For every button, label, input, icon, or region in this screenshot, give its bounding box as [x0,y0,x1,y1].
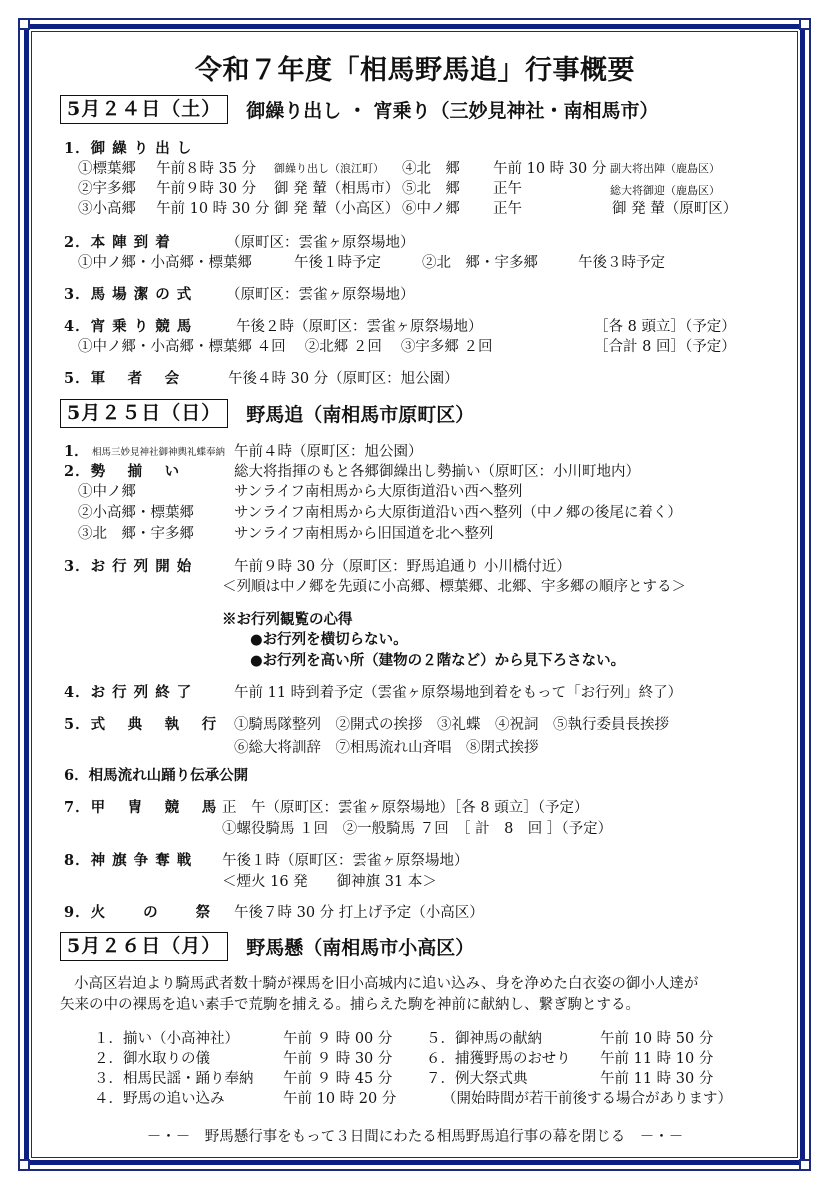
day3-item-time: 午前 11 時 10 分 [600,1051,714,1067]
day2-s2-r1-group: ①中ノ郷 [78,484,136,500]
day1-s1-row1-event: 御繰り出し（浪江町） [274,162,384,175]
day2-header [60,400,474,427]
day1-s1-row3-event2: 御 発 輦（原町区） [612,201,738,217]
day3-date: 5月２６日（月） [60,932,228,961]
day2-s1-num: 1． [64,443,89,460]
day3-item-time: 午前 11 時 30 分 [600,1071,714,1087]
day1-s1-row3-group2: ⑥中ノ郷 [402,201,460,217]
day1-s1-row2-time: 午前９時 30 分 [156,181,257,197]
day2-s2-r3-desc: サンライフ南相馬から旧国道を北へ整列 [234,526,494,542]
day3-item-name: ３．相馬民謡・踊り奉納 [94,1071,254,1087]
day3-item-name: ７．例大祭式典 [426,1071,528,1087]
day3-item-name: ６．捕獲野馬のおせり [426,1051,571,1067]
day1-s4-label: 4．宵 乗 り 競 馬 [64,318,193,335]
day1-s1-row2-event: 御 発 輦（相馬市） [274,181,400,197]
day2-s3-info: 午前９時 30 分（原町区：野馬追通り 小川橋付近） [234,559,571,575]
day1-s1-row1-group: ①標葉郷 [78,161,136,177]
day3-item-time: 午前 ９ 時 30 分 [283,1051,393,1067]
day2-s9-info: 午後７時 30 分 打上げ予定（小高区） [234,905,484,921]
day1-s5-info: 午後４時 30 分（原町区：旭公園） [228,371,459,387]
day3-item-name: ５．御神馬の献納 [426,1031,542,1047]
day1-s1-row3-time2: 正午 [493,201,522,217]
day1-s1-row3-group: ③小高郷 [78,201,136,217]
day2-notice-2: ●お行列を高い所（建物の２階など）から見下ろさない。 [250,652,626,669]
day2-s2-r2-group: ②小高郷・標葉郷 [78,505,194,521]
day3-para-line1: 小高区岩迫より騎馬武者数十騎が裸馬を旧小高城内に追い込み、身を浄めた白衣姿の御小人達が [74,976,699,992]
day2-s5-line1: ①騎馬隊整列 ②開式の挨拶 ③礼蝶 ④祝詞 ⑤執行委員長挨拶 [234,717,669,733]
day1-s4-info: 午後２時（原町区：雲雀ヶ原祭場地） [236,319,483,335]
day1-s1-row2-group2: ⑤北 郷 [402,181,460,197]
day3-item-time: 午前 ９ 時 45 分 [283,1071,393,1087]
corner-ornament [18,18,30,30]
day3-item-time: 午前 ９ 時 00 分 [283,1031,393,1047]
day3-title: 野馬懸（南相馬市小高区） [246,937,475,959]
day2-date: 5月２５日（日） [60,399,228,428]
day1-s1-row2-event2: 総大将御迎（鹿島区） [610,184,720,197]
day2-s1-label: 相馬三妙見神社御神輿礼蝶奉納 [92,447,226,458]
corner-ornament [799,18,811,30]
corner-ornament [18,1159,30,1171]
corner-ornament [799,1159,811,1171]
day1-s1-row1-event2: 副大将出陣（鹿島区） [610,162,720,175]
day1-date: 5月２４日（土） [60,95,228,124]
day3-item-name: ２．御水取りの儀 [94,1051,210,1067]
day1-s4-note1: ［各 8 頭立］（予定） [594,319,736,335]
day2-notice-1: ●お行列を横切らない。 [250,631,408,648]
day2-s2-r1-desc: サンライフ南相馬から大原街道沿い西へ整列 [234,484,523,500]
footer-closing-text: －・－ 野馬懸行事をもって３日間にわたる相馬野馬追行事の幕を閉じる －・－ [146,1129,684,1145]
day2-s6-label: 6．相馬流れ山踊り伝承公開 [64,767,249,784]
day1-s1-row1-time: 午前８時 35 分 [156,161,257,177]
page-title: 令和７年度「相馬野馬追」行事概要 [195,55,635,86]
day2-title: 野馬追（南相馬市原町区） [246,404,475,426]
day1-s2-time1: 午後１時予定 [294,255,381,271]
day2-s8-label: 8．神 旗 争 奪 戦 [64,852,193,869]
day2-s8-line2: ＜煙火 16 発 御神旗 31 本＞ [222,874,437,890]
day1-s2-time2: 午後３時予定 [578,255,665,271]
day1-header [60,96,658,123]
day3-para-line2: 矢来の中の裸馬を追い素手で荒駒を捕える。捕らえた駒を神前に献納し、繋ぎ駒とする。 [60,997,640,1013]
day3-item-name: １．揃い（小高神社） [94,1031,239,1047]
day1-s2-label: 2．本 陣 到 着 [64,234,171,251]
day1-s2-place: （原町区：雲雀ヶ原祭場地） [226,235,415,251]
day3-item-name: ４．野馬の追い込み [94,1091,225,1107]
day1-title: 御繰り出し ・ 宵乗り（三妙見神社・南相馬市） [246,100,659,122]
day2-s3-order: ＜列順は中ノ郷を先頭に小高郷、標葉郷、北郷、宇多郷の順序とする＞ [222,579,686,595]
day1-s1-row2-time2: 正午 [493,181,522,197]
day2-s4-info: 午前 11 時到着予定（雲雀ヶ原祭場地到着をもって「お行列」終了） [234,685,683,701]
day1-s1-row3-event: 御 発 輦（小高区） [274,201,400,217]
day1-s2-group2: ②北 郷・宇多郷 [422,255,538,271]
day3-header [60,933,474,960]
day3-item-time: 午前 10 時 20 分 [283,1091,397,1107]
day2-s2-r3-group: ③北 郷・宇多郷 [78,526,194,542]
day2-s8-line1: 午後１時（原町区：雲雀ヶ原祭場地） [222,853,469,869]
day2-s5-label: 5．式 典 執 行 [64,716,218,733]
day2-s7-line2: ①螺役騎馬 １回 ②一般騎馬 ７回 ［ 計 8 回 ］（予定） [222,821,613,837]
day1-s1-row3-time: 午前 10 時 30 分 [156,201,270,217]
day2-s7-label: 7．甲 冑 競 馬 [64,799,218,816]
day1-s1-row1-group2: ④北 郷 [402,161,460,177]
day2-notice-title: ※お行列観覧の心得 [222,611,353,628]
day1-s1-label: 1．御 繰 り 出 し [64,140,193,157]
day1-s1-row2-group: ②宇多郷 [78,181,136,197]
day3-item-time: 午前 10 時 50 分 [600,1031,714,1047]
day1-s4-note2: ［合計 8 回］（予定） [594,339,736,355]
day1-s1-row1-time2: 午前 10 時 30 分 [493,161,607,177]
day2-s2-r2-desc: サンライフ南相馬から大原街道沿い西へ整列（中ノ郷の後尾に着く） [234,505,682,521]
document-body [38,36,792,1152]
day2-s7-line1: 正 午（原町区：雲雀ヶ原祭場地）［各 8 頭立］（予定） [222,800,589,816]
day1-s4-line2: ①中ノ郷・小高郷・標葉郷 ４回 ②北郷 ２回 ③宇多郷 ２回 [78,339,493,355]
day1-s3-label: 3．馬 場 潔 の 式 [64,286,193,303]
day2-s5-line2: ⑥総大将訓辞 ⑦相馬流れ山斉唱 ⑧閉式挨拶 [234,740,539,756]
day2-s2-info: 総大将指揮のもと各郷御繰出し勢揃い（原町区：小川町地内） [234,464,640,480]
day2-s1-info: 午前４時（原町区：旭公園） [234,444,423,460]
day1-s5-label: 5．軍 者 会 [64,370,181,387]
day1-s3-place: （原町区：雲雀ヶ原祭場地） [226,287,415,303]
day2-s2-label: 2．勢 揃 い [64,463,181,480]
day3-note: （開始時間が若干前後する場合があります） [442,1091,732,1107]
day1-s2-group1: ①中ノ郷・小高郷・標葉郷 [78,255,252,271]
day2-s3-label: 3．お 行 列 開 始 [64,558,193,575]
day2-s4-label: 4．お 行 列 終 了 [64,684,193,701]
day2-s9-label: 9．火 の 祭 [64,904,212,921]
